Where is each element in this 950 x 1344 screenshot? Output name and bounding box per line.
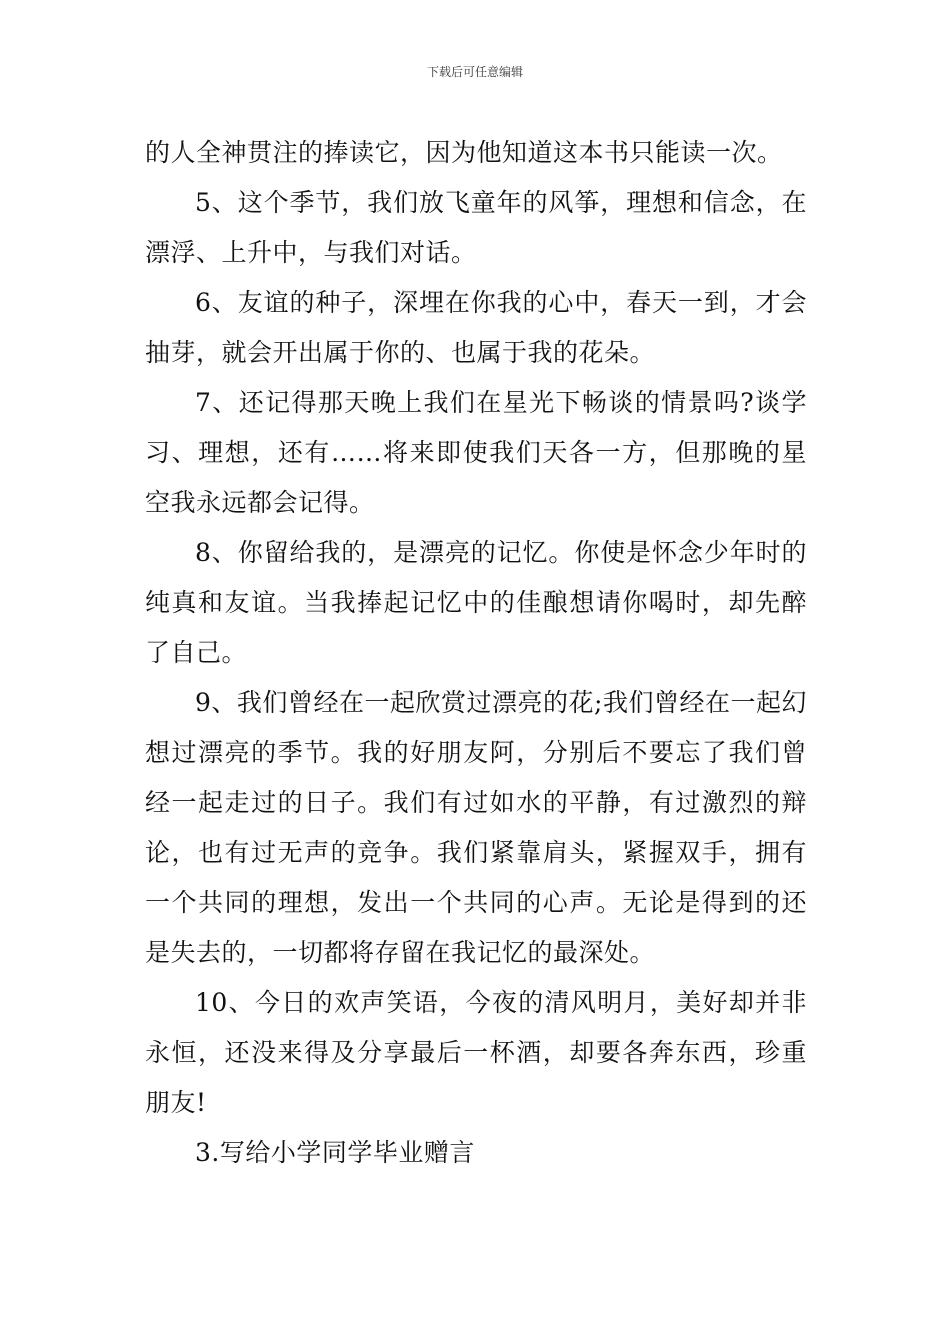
paragraph-item-6: 6、友谊的种子，深埋在你我的心中，春天一到，才会抽芽，就会开出属于你的、也属于我的花朵。 — [145, 288, 807, 367]
document-body — [145, 128, 807, 1178]
paragraph-item-8: 8、你留给我的，是漂亮的记忆。你使是怀念少年时的纯真和友谊。当我捧起记忆中的佳酿想请你喝时，却先醉了自己。 — [145, 538, 807, 667]
paragraph-item-5: 5、这个季节，我们放飞童年的风筝，理想和信念，在漂浮、上升中，与我们对话。 — [145, 188, 807, 267]
paragraph-item-10: 10、今日的欢声笑语，今夜的清风明月，美好却并非永恒，还没来得及分享最后一杯酒，却要各奔东西，珍重朋友! — [145, 988, 807, 1117]
paragraph-item-9: 9、我们曾经在一起欣赏过漂亮的花;我们曾经在一起幻想过漂亮的季节。我的好朋友阿，分别后不要忘了我们曾经一起走过的日子。我们有过如水的平静，有过激烈的辩论，也有过无声的竞争。我们紧靠肩头，紧握双手，拥有一个共同的理想，发出一个共同的心声。无论是得到的还是失去的，一切都将存留在我记忆的最深处。 — [145, 688, 807, 967]
paragraph-continuation: 的人全神贯注的捧读它，因为他知道这本书只能读一次。 — [145, 138, 783, 167]
section-heading: 3.写给小学同学毕业赠言 — [195, 1138, 475, 1167]
paragraph-item-7: 7、还记得那天晚上我们在星光下畅谈的情景吗?谈学习、理想，还有……将来即使我们天各一方，但那晚的星空我永远都会记得。 — [145, 388, 807, 517]
page-header-note: 下载后可任意编辑 — [426, 65, 523, 79]
